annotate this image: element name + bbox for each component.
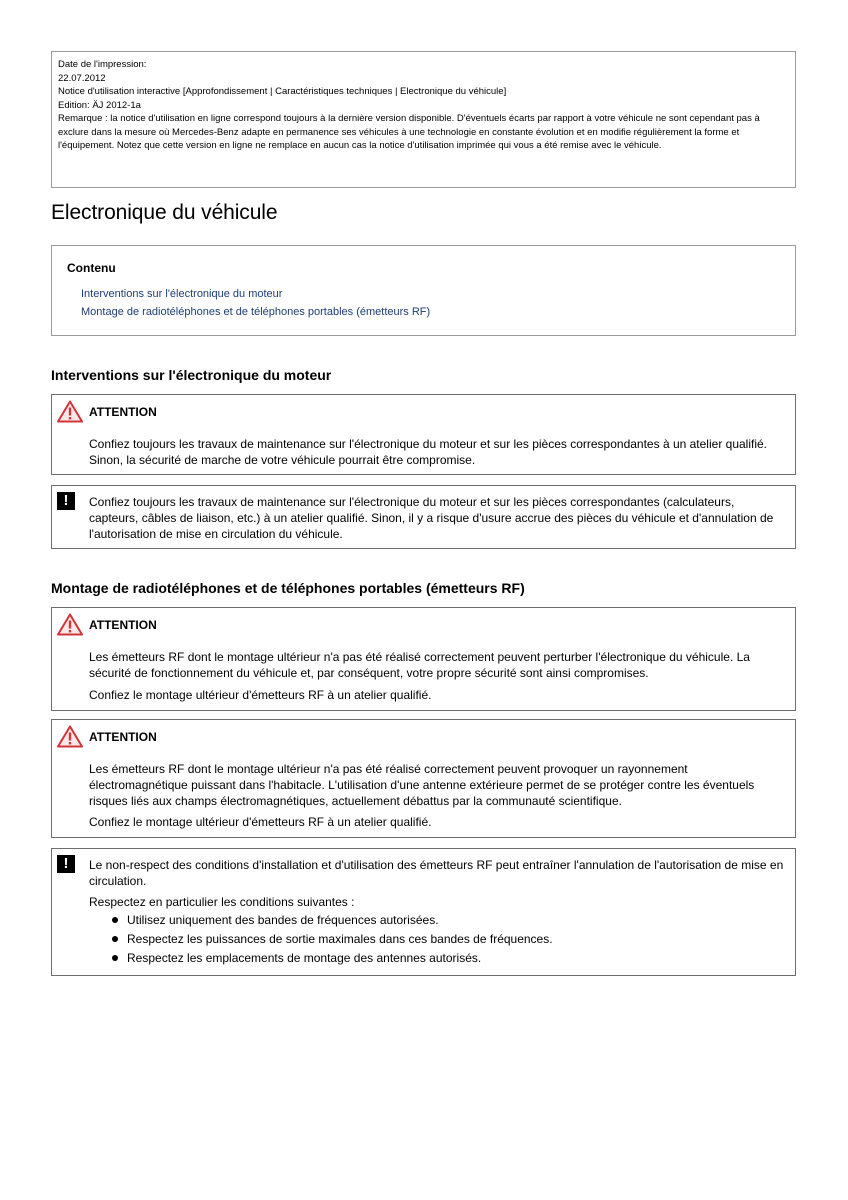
warning-title: ATTENTION bbox=[89, 618, 157, 632]
section-heading-rf-transmitters: Montage de radiotéléphones et de téléphones portables (émetteurs RF) bbox=[51, 580, 525, 596]
page-title: Electronique du véhicule bbox=[51, 201, 278, 224]
toc-heading: Contenu bbox=[67, 261, 116, 275]
warning-text: Les émetteurs RF dont le montage ultérieur n'a pas été réalisé correctement peuvent perturber l'électronique du véhicule. La sécurité de fonctionnement du véhicule et, par conséquent, votre propre sécurité sont ainsi compromises. bbox=[89, 650, 750, 680]
warning-text: Confiez toujours les travaux de maintenance sur l'électronique du moteur et sur les pièces correspondantes à un atelier qualifié. Sinon, la sécurité de marche de votre véhicule pourrait être compromise. bbox=[89, 437, 768, 467]
note-box bbox=[51, 848, 796, 976]
warning-triangle-icon bbox=[57, 400, 83, 423]
remark: Remarque : la notice d'utilisation en ligne correspond toujours à la dernière version disponible. D'éventuels écarts par rapport à votre véhicule ne sont cependant pas à exclure dans la mesure où Mercedes-Benz adapte en permanence ses véhicules à une technologie en constante évolution et en modifie régulièrement la forme et l'équipement. Notez que cette version en ligne ne remplace en aucun cas la notice d'utilisation imprimée qui vous a été remise avec le véhicule. bbox=[58, 113, 760, 151]
conditions-list bbox=[112, 911, 785, 968]
exclamation-icon: ! bbox=[57, 855, 75, 873]
warning-box bbox=[51, 394, 796, 475]
note-text: Confiez toujours les travaux de maintenance sur l'électronique du moteur et sur les pièces correspondantes (calculateurs, capteurs, câbles de liaison, etc.) à un atelier qualifié. Sinon, il y a risque d'usure accrue des pièces du véhicule et d'annulation de l'autorisation de mise en circulation du véhicule. bbox=[89, 495, 774, 541]
warning-text: Confiez le montage ultérieur d'émetteurs RF à un atelier qualifié. bbox=[89, 815, 432, 829]
warning-title: ATTENTION bbox=[89, 405, 157, 419]
warning-box bbox=[51, 719, 796, 838]
toc-link-rf-transmitters[interactable]: Montage de radiotéléphones et de téléphones portables (émetteurs RF) bbox=[81, 306, 431, 318]
warning-triangle-icon bbox=[57, 613, 83, 636]
note-text: Respectez en particulier les conditions suivantes : bbox=[89, 895, 355, 909]
breadcrumb: Notice d'utilisation interactive [Approfondissement | Caractéristiques techniques | Electronique du véhicule] bbox=[58, 86, 507, 97]
toc-link-engine-electronics[interactable]: Interventions sur l'électronique du moteur bbox=[81, 288, 283, 300]
warning-triangle-icon bbox=[57, 725, 83, 748]
edition: Edition: ÄJ 2012-1a bbox=[58, 99, 141, 111]
note-text: Le non-respect des conditions d'installation et d'utilisation des émetteurs RF peut entraîner l'annulation de l'autorisation de mise en circulation. bbox=[89, 858, 784, 888]
exclamation-icon: ! bbox=[57, 492, 75, 510]
list-item: Respectez les puissances de sortie maximales dans ces bandes de fréquences. bbox=[112, 930, 785, 949]
list-item: Respectez les emplacements de montage des antennes autorisés. bbox=[112, 949, 785, 968]
warning-box bbox=[51, 607, 796, 711]
print-info-box bbox=[51, 51, 796, 188]
section-heading-engine-electronics: Interventions sur l'électronique du moteur bbox=[51, 367, 332, 383]
print-date-label: Date de l'impression: bbox=[58, 59, 147, 70]
list-item: Utilisez uniquement des bandes de fréquences autorisées. bbox=[112, 911, 785, 930]
warning-text: Confiez le montage ultérieur d'émetteurs RF à un atelier qualifié. bbox=[89, 688, 432, 702]
note-box bbox=[51, 485, 796, 549]
warning-text: Les émetteurs RF dont le montage ultérieur n'a pas été réalisé correctement peuvent provoquer un rayonnement électromagnétique puissant dans l'habitacle. L'utilisation d'une antenne extérieure permet de se protéger contre les éventuels risques liés aux champs électromagnétiques, actuellement débattus par la communauté scientifique. bbox=[89, 762, 755, 808]
print-date: 22.07.2012 bbox=[58, 72, 106, 84]
warning-title: ATTENTION bbox=[89, 730, 157, 744]
table-of-contents bbox=[51, 245, 796, 336]
